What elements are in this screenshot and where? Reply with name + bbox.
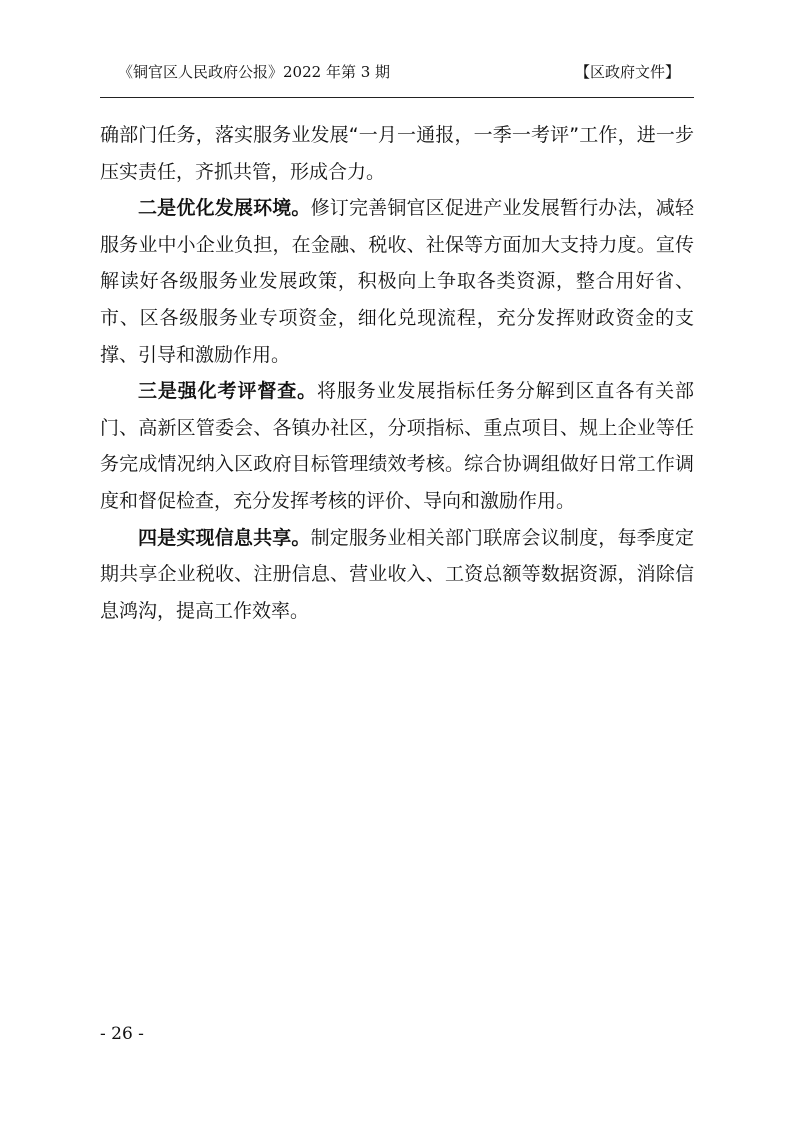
paragraph-strengthen-assessment	[100, 373, 694, 519]
paragraph-lead: 四是实现信息共享。	[138, 526, 311, 549]
paragraph-optimize-environment	[100, 190, 694, 373]
paragraph-text: 将服务业发展指标任务分解到区直各有关部门、高新区管委会、各镇办社区，分项指标、重点项目、规上企业等任务完成情况纳入区政府目标管理绩效考核。综合协调组做好日常工作调度和督促检查，充分发挥考核的评价、导向和激励作用。	[100, 380, 694, 512]
page-number: - 26 -	[100, 1024, 144, 1044]
paragraph-text: 制定服务业相关部门联席会议制度，每季度定期共享企业税收、注册信息、营业收入、工资总额等数据资源，消除信息鸿沟，提高工作效率。	[100, 526, 694, 622]
paragraph-text: 修订完善铜官区促进产业发展暂行办法，减轻服务业中小企业负担，在金融、税收、社保等方面加大支持力度。宣传解读好各级服务业发展政策，积极向上争取各类资源，整合用好省、市、区各级服务业专项资金，细化兑现流程，充分发挥财政资金的支撑、引导和激励作用。	[100, 197, 694, 366]
publication-title: 《铜官区人民政府公报》2022 年第 3 期	[118, 63, 391, 81]
paragraph-lead: 三是强化考评督查。	[138, 380, 317, 403]
page-header	[100, 58, 694, 86]
header-divider	[100, 97, 694, 98]
section-label: 【区政府文件】	[574, 63, 680, 81]
paragraph-lead: 二是优化发展环境。	[138, 197, 311, 220]
paragraph-information-sharing	[100, 520, 694, 630]
document-body	[100, 117, 694, 629]
continuation-paragraph: 确部门任务，落实服务业发展“一月一通报，一季一考评”工作，进一步压实责任，齐抓共管，形成合力。	[100, 124, 694, 183]
